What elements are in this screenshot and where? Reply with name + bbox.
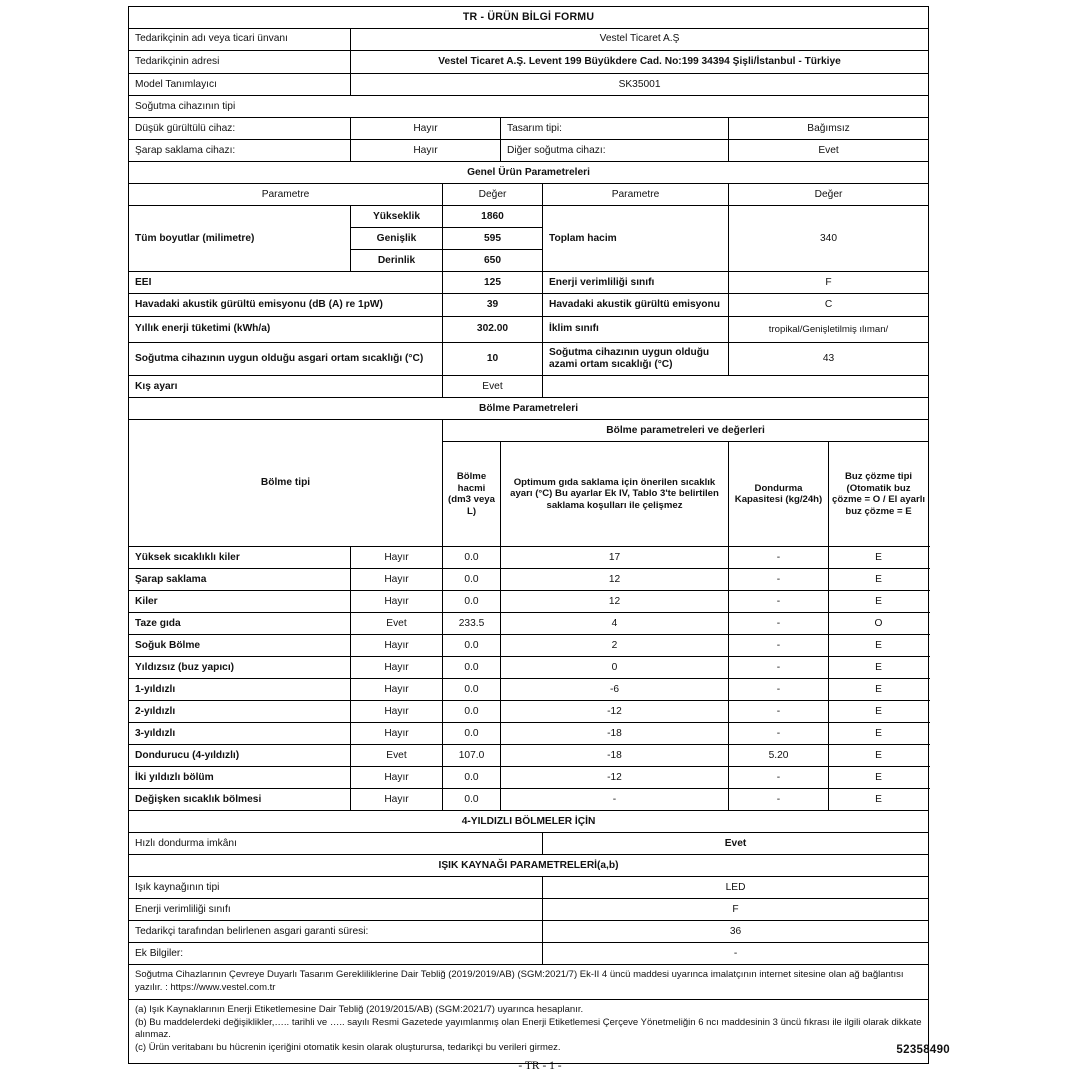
compartment-freeze: - [729,701,829,723]
compartment-name: 1-yıldızlı [129,679,351,701]
compartment-type-header: Bölme tipi [129,420,443,547]
compartment-freeze: - [729,767,829,789]
winter-setting-empty [543,376,929,398]
four-star-banner: 4-YILDIZLI BÖLMELER İÇİN [129,811,929,833]
climate-class-value: tropikal/Genişletilmiş ılıman/ [729,317,929,342]
compartment-volume: 0.0 [443,767,501,789]
compartment-name: Kiler [129,591,351,613]
other-appliance-value: Evet [729,140,929,162]
min-ambient-label: Soğutma cihazının uygun olduğu asgari ortam sıcaklığı (°C) [129,342,443,375]
table-row [129,657,929,679]
compartment-defrost: E [829,569,929,591]
table-row [129,745,929,767]
document-number: 52358490 [896,1044,950,1056]
compartment-defrost: E [829,723,929,745]
climate-class-label: İklim sınıfı [543,317,729,342]
compartment-defrost: E [829,635,929,657]
table-row [129,569,929,591]
compartment-defrost: E [829,767,929,789]
compartment-parameters-banner: Bölme Parametreleri [129,398,929,420]
compartment-temp: 12 [501,591,729,613]
compartment-present: Hayır [351,789,443,811]
other-appliance-label: Diğer soğutma cihazı: [501,140,729,162]
table-row [129,613,929,635]
document-title: TR - ÜRÜN BİLGİ FORMU [129,7,929,29]
table-row [129,679,929,701]
compartment-temp: -12 [501,767,729,789]
compartment-name: Değişken sıcaklık bölmesi [129,789,351,811]
width-value: 595 [443,228,543,250]
compartment-present: Hayır [351,679,443,701]
compartment-temp: - [501,789,729,811]
note-a: (a) Işık Kaynaklarının Enerji Etiketlemesine Dair Tebliğ (2019/2015/AB) (SGM:2021/7) uyarınca hesaplanır. [135,1003,584,1015]
compartment-present: Evet [351,613,443,635]
compartment-freeze: - [729,789,829,811]
dimensions-label: Tüm boyutlar (milimetre) [129,206,351,272]
compartment-present: Hayır [351,657,443,679]
max-ambient-label: Soğutma cihazının uygun olduğu azami ortam sıcaklığı (°C) [543,342,729,375]
min-ambient-value: 10 [443,342,543,375]
compartment-volume: 0.0 [443,635,501,657]
compartment-name: Yüksek sıcaklıklı kiler [129,547,351,569]
compartment-temp: -6 [501,679,729,701]
compartment-defrost: E [829,789,929,811]
compartment-name: Taze gıda [129,613,351,635]
compartment-volume: 0.0 [443,547,501,569]
light-class-value: F [543,899,929,921]
model-value: SK35001 [351,74,929,96]
compartment-defrost: E [829,745,929,767]
compartment-name: Şarap saklama [129,569,351,591]
compartment-freeze: - [729,657,829,679]
eei-value: 125 [443,272,543,294]
winter-setting-label: Kış ayarı [129,376,443,398]
appliance-type-label: Soğutma cihazının tipi [129,96,929,118]
fast-freeze-value: Evet [543,833,929,855]
compartment-freeze: - [729,635,829,657]
compartment-volume: 0.0 [443,723,501,745]
compartment-volume: 0.0 [443,591,501,613]
total-volume-value: 340 [729,206,929,272]
low-noise-label: Düşük gürültülü cihaz: [129,118,351,140]
supplier-address-value: Vestel Ticaret A.Ş. Levent 199 Büyükdere Cad. No:199 34394 Şişli/İstanbul - Türkiye [351,51,929,74]
compartment-freeze: - [729,723,829,745]
table-row [129,789,929,811]
compartment-defrost-header: Buz çözme tipi (Otomatik buz çözme = O / El ayarlı buz çözme = E [829,442,929,547]
compartment-name: İki yıldızlı bölüm [129,767,351,789]
compartment-defrost: E [829,547,929,569]
general-col-param-2: Parametre [543,184,729,206]
low-noise-value: Hayır [351,118,501,140]
energy-class-value: F [729,272,929,294]
compartment-temp: 17 [501,547,729,569]
compartment-freeze: - [729,613,829,635]
compartment-present: Hayır [351,635,443,657]
compartment-present: Hayır [351,547,443,569]
compartment-temp-header: Optimum gıda saklama için önerilen sıcaklık ayarı (°C) Bu ayarlar Ek IV, Tablo 3'te belirtilen saklama koşulları ile çelişmez [501,442,729,547]
compartment-volume: 0.0 [443,679,501,701]
notes-block [129,999,929,1063]
fast-freeze-label: Hızlı dondurma imkânı [129,833,543,855]
compartment-volume-header: Bölme hacmi (dm3 veya L) [443,442,501,547]
product-info-table [128,6,929,1064]
annual-energy-value: 302.00 [443,317,543,342]
table-row [129,767,929,789]
light-source-banner: IŞIK KAYNAĞI PARAMETRELERİ(a,b) [129,855,929,877]
extra-info-value: - [543,943,929,965]
compartment-volume: 0.0 [443,657,501,679]
general-parameters-banner: Genel Ürün Parametreleri [129,162,929,184]
max-ambient-value: 43 [729,342,929,375]
supplier-name-label: Tedarikçinin adı veya ticari ünvanı [129,29,351,51]
compartment-freeze: - [729,591,829,613]
noise-class-value: C [729,294,929,317]
general-col-param-1: Parametre [129,184,443,206]
page-number: - TR - 1 - [518,1060,562,1072]
compartment-freeze: - [729,569,829,591]
compartment-name: Soğuk Bölme [129,635,351,657]
height-value: 1860 [443,206,543,228]
note-main: Soğutma Cihazlarının Çevreye Duyarlı Tasarım Gerekliliklerine Dair Tebliğ (2019/2019/AB) (SGM:2021/7) Ek-II 4 üncü maddesi uyarınca imalatçının internet sitesine olan ağ bağlantısı yazılır. : https://www.vestel.com.tr [129,965,929,1000]
table-row [129,701,929,723]
winter-setting-value: Evet [443,376,543,398]
warranty-label: Tedarikçi tarafından belirlenen asgari garanti süresi: [129,921,543,943]
compartment-present: Evet [351,745,443,767]
compartment-volume: 0.0 [443,789,501,811]
compartment-volume: 0.0 [443,701,501,723]
compartment-volume: 0.0 [443,569,501,591]
light-class-label: Enerji verimliliği sınıfı [129,899,543,921]
compartment-freeze: - [729,679,829,701]
compartment-present: Hayır [351,701,443,723]
compartment-temp: 4 [501,613,729,635]
compartment-present: Hayır [351,569,443,591]
note-c: (c) Ürün veritabanı bu hücrenin içeriğini otomatik kesin olarak oluşturursa, tedarikçi bu verileri girmez. [135,1042,561,1054]
noise-emission-label: Havadaki akustik gürültü emisyonu (dB (A) re 1pW) [129,294,443,317]
compartment-volume: 107.0 [443,745,501,767]
compartment-volume: 233.5 [443,613,501,635]
compartment-name: Dondurucu (4-yıldızlı) [129,745,351,767]
compartment-name: 3-yıldızlı [129,723,351,745]
design-type-value: Bağımsız [729,118,929,140]
compartment-present: Hayır [351,767,443,789]
compartment-defrost: E [829,591,929,613]
compartment-defrost: E [829,657,929,679]
compartment-name: 2-yıldızlı [129,701,351,723]
supplier-address-label: Tedarikçinin adresi [129,51,351,74]
compartment-values-header: Bölme parametreleri ve değerleri [443,420,929,442]
noise-class-label: Havadaki akustik gürültü emisyonu [543,294,729,317]
compartment-freeze: - [729,547,829,569]
compartment-name: Yıldızsız (buz yapıcı) [129,657,351,679]
total-volume-label: Toplam hacim [543,206,729,272]
noise-emission-value: 39 [443,294,543,317]
height-label: Yükseklik [351,206,443,228]
extra-info-label: Ek Bilgiler: [129,943,543,965]
note-b: (b) Bu maddelerdeki değişiklikler,….. tarihli ve ….. sayılı Resmi Gazetede yayımlanmış olan Enerji Etiketlemesi Çerçeve Yönetmeliğin 6 ncı maddesinin 3 üncü fıkrası ile ilgili olarak dikkate alınmaz. [135,1016,922,1041]
depth-label: Derinlik [351,250,443,272]
wine-storage-label: Şarap saklama cihazı: [129,140,351,162]
compartment-temp: 0 [501,657,729,679]
model-label: Model Tanımlayıcı [129,74,351,96]
compartment-temp: 2 [501,635,729,657]
compartment-defrost: E [829,679,929,701]
supplier-name-value: Vestel Ticaret A.Ş [351,29,929,51]
eei-label: EEI [129,272,443,294]
table-row [129,635,929,657]
annual-energy-label: Yıllık enerji tüketimi (kWh/a) [129,317,443,342]
width-label: Genişlik [351,228,443,250]
table-row [129,547,929,569]
design-type-label: Tasarım tipi: [501,118,729,140]
compartment-freeze-header: Dondurma Kapasitesi (kg/24h) [729,442,829,547]
depth-value: 650 [443,250,543,272]
wine-storage-value: Hayır [351,140,501,162]
general-col-value-2: Değer [729,184,929,206]
light-type-value: LED [543,877,929,899]
compartment-temp: -18 [501,745,729,767]
warranty-value: 36 [543,921,929,943]
energy-class-label: Enerji verimliliği sınıfı [543,272,729,294]
compartment-temp: 12 [501,569,729,591]
compartment-present: Hayır [351,591,443,613]
compartment-defrost: O [829,613,929,635]
general-col-value-1: Değer [443,184,543,206]
compartment-temp: -18 [501,723,729,745]
compartment-present: Hayır [351,723,443,745]
table-row [129,591,929,613]
light-type-label: Işık kaynağının tipi [129,877,543,899]
compartment-defrost: E [829,701,929,723]
compartment-temp: -12 [501,701,729,723]
table-row [129,723,929,745]
compartment-freeze: 5.20 [729,745,829,767]
